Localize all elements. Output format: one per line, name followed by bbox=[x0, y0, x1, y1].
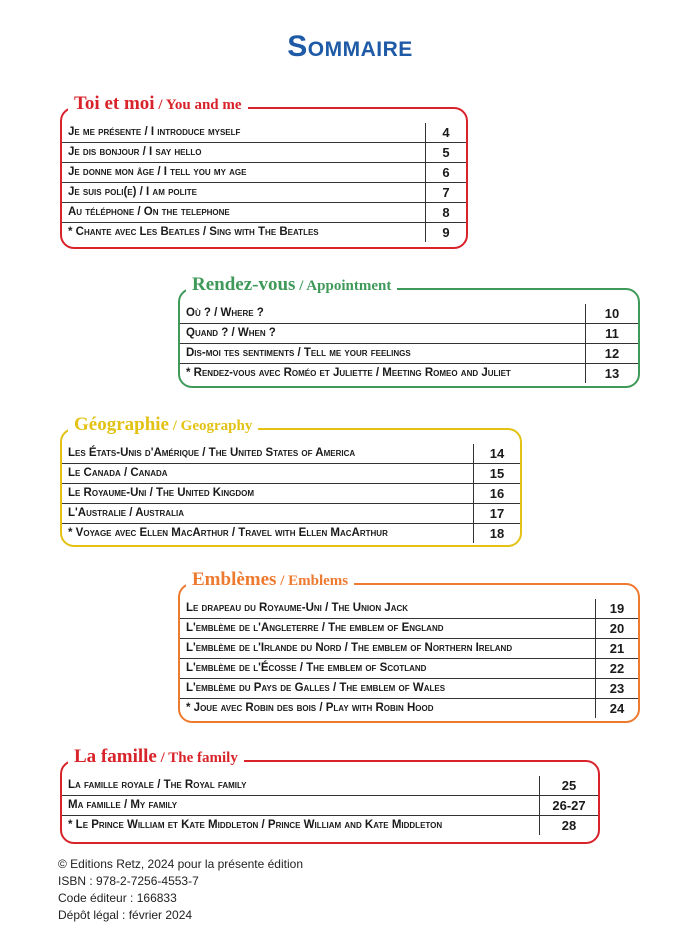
toc-label: Au téléphone / On the telephone bbox=[68, 206, 230, 218]
toc-label: L'emblème de l'Écosse / The emblem of Scotland bbox=[186, 662, 427, 674]
toc-row[interactable] bbox=[62, 123, 466, 143]
section-title-fr: Rendez-vous bbox=[192, 274, 296, 295]
toc-row[interactable] bbox=[180, 659, 638, 679]
toc-row[interactable] bbox=[180, 619, 638, 639]
toc-page: 21 bbox=[595, 639, 638, 658]
section-title: Emblèmes / Emblems bbox=[186, 569, 354, 591]
toc-label: Quand ? / When ? bbox=[186, 327, 276, 339]
toc-page: 7 bbox=[425, 183, 466, 202]
section-title: La famille / The family bbox=[68, 746, 244, 768]
section-title-en: Appointment bbox=[306, 278, 392, 294]
toc-page: 12 bbox=[585, 344, 638, 363]
toc-page: 14 bbox=[473, 444, 520, 463]
toc-row[interactable] bbox=[62, 504, 520, 524]
toc-row[interactable] bbox=[180, 639, 638, 659]
toc-label: * Joue avec Robin des bois / Play with Robin Hood bbox=[186, 702, 434, 714]
section-emblemes bbox=[178, 569, 640, 723]
toc-row[interactable] bbox=[180, 324, 638, 344]
section-title-en: The family bbox=[168, 750, 238, 766]
toc-page: 13 bbox=[585, 364, 638, 383]
section-title-en: Geography bbox=[180, 418, 253, 434]
toc-page: 4 bbox=[425, 123, 466, 142]
section-title: Toi et moi / You and me bbox=[68, 93, 248, 115]
section-title-fr: Géographie bbox=[74, 414, 169, 435]
section-title: Rendez-vous / Appointment bbox=[186, 274, 397, 296]
toc-row[interactable] bbox=[62, 143, 466, 163]
toc-label: La famille royale / The Royal family bbox=[68, 779, 247, 791]
toc-row[interactable] bbox=[62, 816, 598, 835]
toc-page: 25 bbox=[539, 776, 598, 795]
toc-label: Dis-moi tes sentiments / Tell me your feelings bbox=[186, 347, 411, 359]
toc-label: L'emblème de l'Irlande du Nord / The emblem of Northern Ireland bbox=[186, 642, 513, 654]
section-toi-et-moi bbox=[60, 93, 468, 249]
toc-row[interactable] bbox=[62, 524, 520, 543]
toc-label: Je donne mon âge / I tell you my age bbox=[68, 166, 247, 178]
toc-label: * Voyage avec Ellen MacArthur / Travel with Ellen MacArthur bbox=[68, 527, 388, 539]
toc-label: Je me présente / I introduce myself bbox=[68, 126, 241, 138]
toc-row[interactable] bbox=[180, 364, 638, 383]
copyright-footer bbox=[58, 856, 303, 924]
toc-row[interactable] bbox=[62, 444, 520, 464]
toc-label: L'Australie / Australia bbox=[68, 507, 184, 519]
toc-label: Je dis bonjour / I say hello bbox=[68, 146, 202, 158]
toc-label: Le Canada / Canada bbox=[68, 467, 168, 479]
toc-page: 15 bbox=[473, 464, 520, 483]
toc-page: 19 bbox=[595, 599, 638, 618]
toc-row[interactable] bbox=[62, 464, 520, 484]
toc-page: 23 bbox=[595, 679, 638, 698]
section-geographie bbox=[60, 414, 522, 547]
toc-page: 6 bbox=[425, 163, 466, 182]
toc-row[interactable] bbox=[62, 484, 520, 504]
toc-row[interactable] bbox=[62, 796, 598, 816]
toc-page: 26-27 bbox=[539, 796, 598, 815]
toc-label: Où ? / Where ? bbox=[186, 307, 264, 319]
footer-line: Code éditeur : 166833 bbox=[58, 891, 177, 905]
toc-label: * Le Prince William et Kate Middleton / Prince William and Kate Middleton bbox=[68, 819, 443, 831]
section-rendez-vous bbox=[178, 274, 640, 388]
toc-label: L'emblème du Pays de Galles / The emblem of Wales bbox=[186, 682, 446, 694]
section-title: Géographie / Geography bbox=[68, 414, 258, 436]
toc-row[interactable] bbox=[180, 304, 638, 324]
toc-label: Le Royaume-Uni / The United Kingdom bbox=[68, 487, 254, 499]
footer-line: Dépôt légal : février 2024 bbox=[58, 908, 193, 922]
toc-page: 18 bbox=[473, 524, 520, 543]
toc-page: 17 bbox=[473, 504, 520, 523]
toc-label: * Rendez-vous avec Roméo et Juliette / Meeting Romeo and Juliet bbox=[186, 367, 511, 379]
page-title: Sommaire bbox=[287, 30, 413, 63]
toc-label: Le drapeau du Royaume-Uni / The Union Jack bbox=[186, 602, 409, 614]
toc-page: 5 bbox=[425, 143, 466, 162]
footer-line: © Editions Retz, 2024 pour la présente édition bbox=[58, 857, 303, 871]
section-title-en: You and me bbox=[165, 97, 242, 113]
toc-row[interactable] bbox=[62, 776, 598, 796]
toc-page: 22 bbox=[595, 659, 638, 678]
toc-page: 8 bbox=[425, 203, 466, 222]
toc-page: 9 bbox=[425, 223, 466, 242]
section-title-fr: Emblèmes bbox=[192, 569, 277, 590]
toc-label: L'emblème de l'Angleterre / The emblem of England bbox=[186, 622, 444, 634]
toc-row[interactable] bbox=[62, 183, 466, 203]
toc-row[interactable] bbox=[62, 203, 466, 223]
toc-label: * Chante avec Les Beatles / Sing with The Beatles bbox=[68, 226, 319, 238]
toc-row[interactable] bbox=[62, 163, 466, 183]
section-title-fr: Toi et moi bbox=[74, 93, 155, 114]
toc-label: Les États-Unis d'Amérique / The United States of America bbox=[68, 447, 356, 459]
toc-page: 16 bbox=[473, 484, 520, 503]
toc-row[interactable] bbox=[180, 699, 638, 718]
toc-page: 28 bbox=[539, 816, 598, 835]
toc-page: 24 bbox=[595, 699, 638, 718]
section-title-fr: La famille bbox=[74, 746, 157, 767]
section-la-famille bbox=[60, 746, 600, 844]
toc-row[interactable] bbox=[180, 344, 638, 364]
toc-page: 10 bbox=[585, 304, 638, 323]
toc-page: 11 bbox=[585, 324, 638, 343]
toc-row[interactable] bbox=[62, 223, 466, 242]
toc-page: 20 bbox=[595, 619, 638, 638]
toc-row[interactable] bbox=[180, 599, 638, 619]
toc-label: Je suis poli(e) / I am polite bbox=[68, 186, 197, 198]
section-title-en: Emblems bbox=[288, 573, 349, 589]
footer-line: ISBN : 978-2-7256-4553-7 bbox=[58, 874, 199, 888]
toc-row[interactable] bbox=[180, 679, 638, 699]
toc-label: Ma famille / My family bbox=[68, 799, 178, 811]
